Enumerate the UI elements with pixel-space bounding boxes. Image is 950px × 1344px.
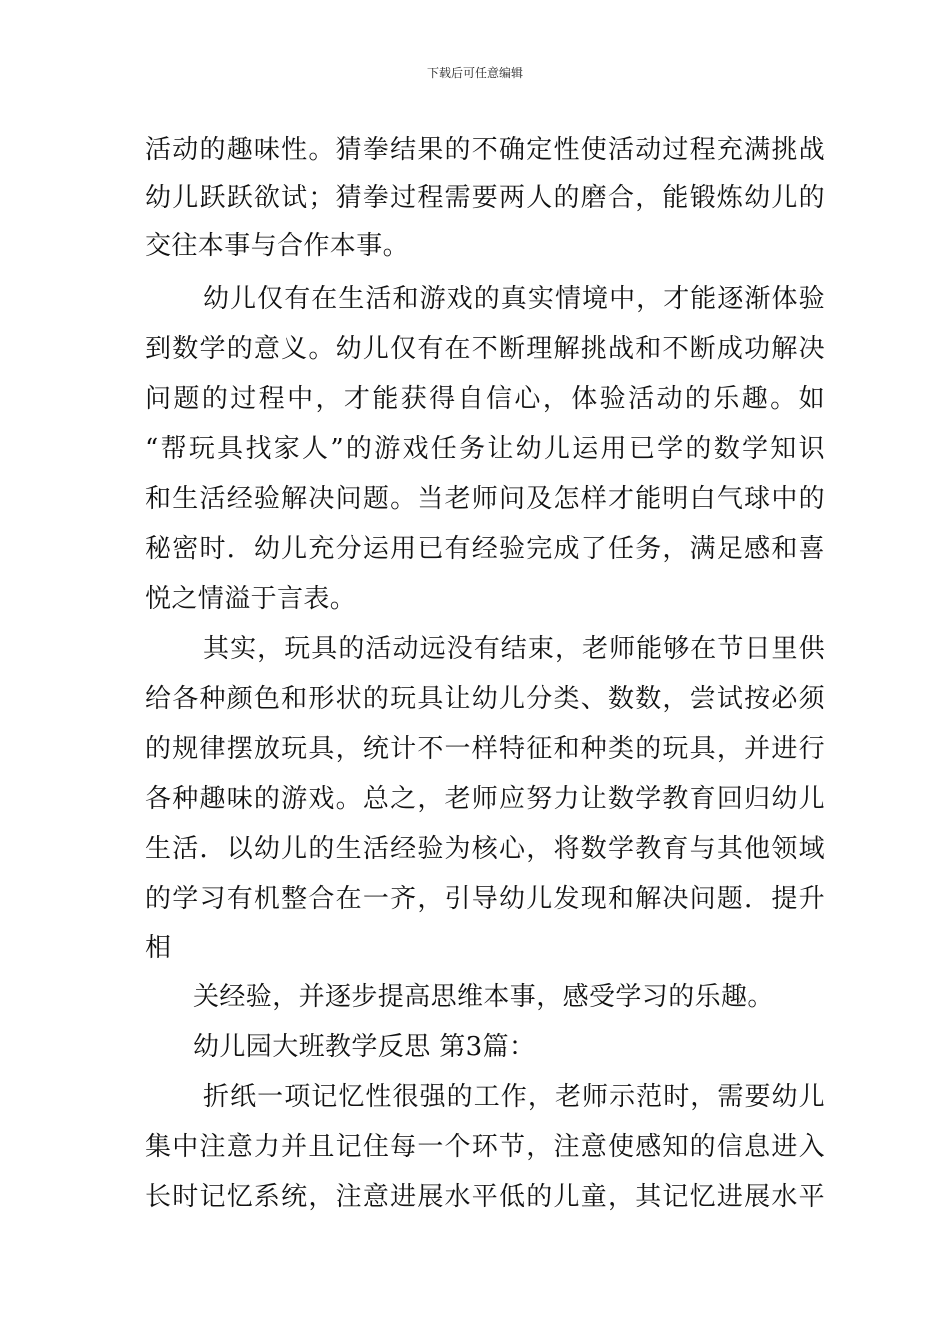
text-line-18: 关经验，并逐步提高思维本事，感受学习的乐趣。 (193, 982, 774, 1012)
text-line-4: 幼儿仅有在生活和游戏的真实情境中，才能逐渐体验 (203, 284, 825, 314)
text-line-7: “帮玩具找家人”的游戏任务让幼儿运用已学的数学知识 (145, 434, 825, 464)
text-line-11: 其实，玩具的活动远没有结束，老师能够在节日里供 (203, 634, 825, 664)
text-line-8: 和生活经验解决问题。当老师问及怎样才能明白气球中的 (145, 484, 825, 514)
text-line-9: 秘密时．幼儿充分运用已有经验完成了任务，满足感和喜 (145, 534, 825, 564)
text-line-17: 相 (145, 933, 172, 963)
text-line-20: 折纸一项记忆性很强的工作，老师示范时，需要幼儿 (203, 1082, 825, 1112)
text-line-15: 生活．以幼儿的生活经验为核心，将数学教育与其他领域 (145, 834, 825, 864)
section-heading: 幼儿园大班教学反思 第3篇： (193, 1032, 536, 1062)
text-line-2: 幼儿跃跃欲试；猜拳过程需要两人的磨合，能锻炼幼儿的 (145, 183, 825, 213)
text-line-22: 长时记忆系统，注意进展水平低的儿童，其记忆进展水平 (145, 1182, 825, 1212)
text-line-10: 悦之情溢于言表。 (145, 584, 357, 614)
text-line-1: 活动的趣味性。猜拳结果的不确定性使活动过程充满挑战 (145, 135, 825, 165)
text-line-14: 各种趣味的游戏。总之，老师应努力让数学教育回归幼儿 (145, 784, 825, 814)
text-line-6: 问题的过程中，才能获得自信心，体验活动的乐趣。如 (145, 384, 825, 414)
text-line-12: 给各种颜色和形状的玩具让幼儿分类、数数，尝试按必须 (145, 684, 825, 714)
text-line-13: 的规律摆放玩具，统计不一样特征和种类的玩具，并进行 (145, 734, 825, 764)
text-line-16: 的学习有机整合在一齐，引导幼儿发现和解决问题．提升 (145, 884, 825, 914)
text-line-3: 交往本事与合作本事。 (145, 231, 410, 261)
text-line-21: 集中注意力并且记住每一个环节，注意使感知的信息进入 (145, 1132, 825, 1162)
text-line-5: 到数学的意义。幼儿仅有在不断理解挑战和不断成功解决 (145, 334, 825, 364)
page-header: 下载后可任意编辑 (426, 66, 523, 80)
